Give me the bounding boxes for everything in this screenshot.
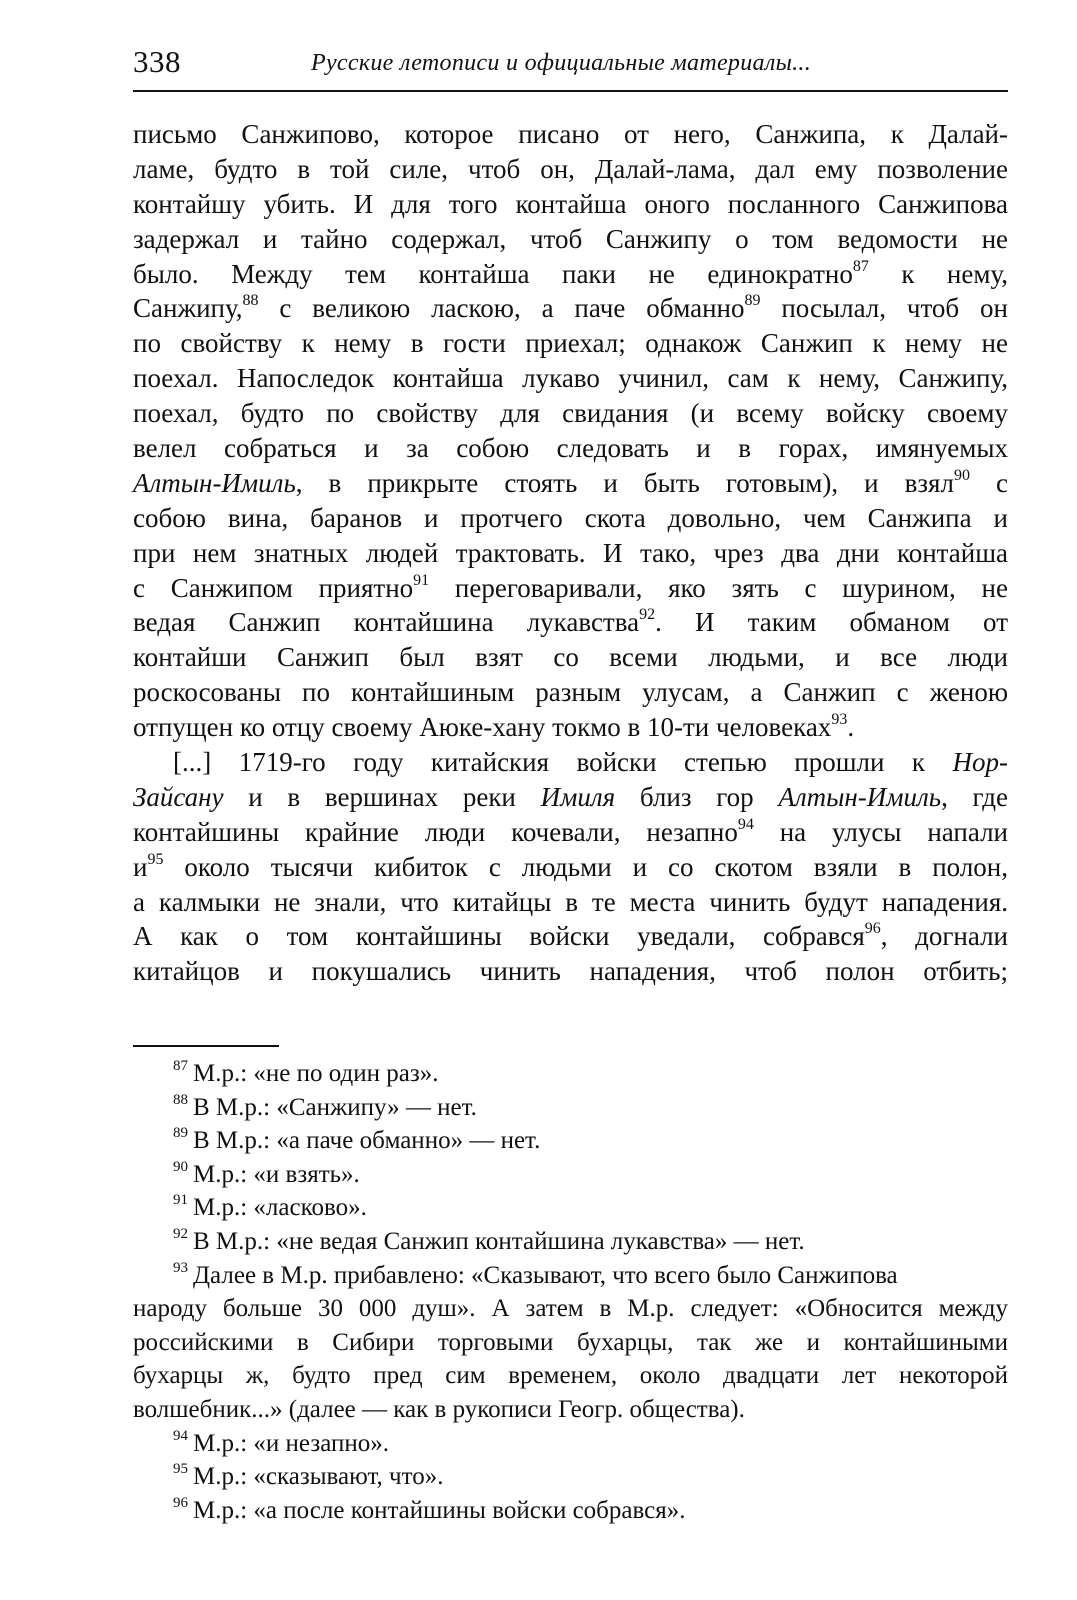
- text-span: с: [969, 467, 1008, 498]
- text-span: , догнали: [880, 921, 1008, 952]
- footnote: [133, 1460, 1008, 1494]
- text-line: контайшу убить. И для того контайша оного посланного Санжипова: [133, 188, 1008, 219]
- text-line: а калмыки не знали, что китайцы в те места чинить будут нападения.: [133, 886, 1008, 917]
- place-name: Алтын-Имиль: [778, 781, 942, 812]
- text-span: [...] 1719-го году китайския войски степью прошли к: [173, 747, 953, 778]
- footnote: [133, 1259, 1008, 1293]
- text-span: с великою ласкою, а паче обманно: [258, 293, 745, 324]
- text-span: , в прикрыте стоять и быть готовым), и взял: [295, 467, 954, 498]
- footnote-ref: 87: [852, 257, 869, 275]
- footnote-ref: 90: [953, 466, 970, 484]
- text-line: [133, 571, 1008, 606]
- text-span: . И таким обманом от: [655, 607, 1008, 638]
- footnote-number: 87: [173, 1058, 188, 1074]
- text-line: роскосованы по контайшиным разным улусам, а Санжип с женою: [133, 677, 1008, 708]
- text-line: [133, 919, 1008, 954]
- footnote-continuation: российскими в Сибири торговыми бухарцы, так же и контайшиными: [133, 1328, 1008, 1356]
- text-line: при нем знатных людей трактовать. И тако, чрез два дни контайша: [133, 537, 1008, 568]
- text-span: близ гор: [615, 781, 779, 812]
- text-span: Санжипу,: [133, 293, 243, 324]
- footnote-number: 90: [173, 1158, 188, 1175]
- footnote-number: 96: [173, 1494, 188, 1511]
- footnote: [133, 1124, 1008, 1158]
- footnote-text: В М.р.: «а паче обманно» — нет.: [193, 1127, 541, 1155]
- footnote: [133, 1158, 1008, 1192]
- footnote-continuation: народу больше 30 000 душ». А затем в М.р. следует: «Обносится между: [133, 1295, 1008, 1323]
- footnote-rule: [133, 1045, 279, 1047]
- footnote-number: 88: [173, 1091, 188, 1108]
- footnote-text: М.р.: «и взять».: [193, 1160, 360, 1188]
- text-span: .: [847, 712, 855, 743]
- place-name: Алтын-Имиль: [133, 467, 296, 498]
- page-number: 338: [133, 44, 181, 79]
- footnote-ref: 91: [413, 571, 430, 589]
- footnotes: [133, 1057, 1008, 1527]
- footnote-ref: 96: [864, 920, 881, 938]
- text-span: и в вершинах реки: [223, 781, 541, 812]
- place-name: Имиля: [540, 781, 616, 812]
- footnote-text: М.р.: «и незапно».: [193, 1429, 389, 1457]
- text-span: посылал, чтоб он: [760, 293, 1008, 324]
- footnote: [133, 1091, 1008, 1125]
- footnote-ref: 94: [737, 815, 754, 833]
- footnote-number: 92: [173, 1225, 188, 1242]
- text-line: [133, 466, 1008, 501]
- text-span: , где: [941, 781, 1008, 812]
- footnote: [133, 1057, 1008, 1091]
- text-line: [133, 257, 1008, 292]
- footnote-number: 89: [173, 1125, 188, 1142]
- main-text: [133, 117, 1008, 989]
- text-line: поехал, будто по свойству для свидания (и всему войску своему: [133, 398, 1008, 429]
- footnote-ref: 92: [639, 606, 656, 624]
- footnote-number: 93: [173, 1259, 188, 1276]
- text-line: поехал. Напоследок контайша лукаво учинил, сам к нему, Санжипу,: [133, 363, 1008, 394]
- footnote-text: В М.р.: «Санжипу» — нет.: [193, 1093, 477, 1121]
- text-line: письмо Санжипово, которое писано от него, Санжипа, к Далай-: [133, 119, 1008, 149]
- footnote-ref: 89: [744, 292, 761, 310]
- header-rule: [133, 90, 1008, 92]
- footnote-text: М.р.: «ласково».: [193, 1194, 367, 1222]
- text-span: с Санжипом приятно: [133, 572, 414, 603]
- running-head: [133, 40, 1008, 80]
- text-line: [133, 745, 1008, 780]
- footnote-ref: 93: [831, 711, 848, 729]
- footnote-text: М.р.: «не по один раз».: [193, 1060, 439, 1087]
- text-line: [133, 850, 1008, 885]
- footnote-text: Далее в М.р. прибавлено: «Сказывают, что всего было Санжипова: [193, 1261, 898, 1289]
- footnote-text: М.р.: «а после контайшины войски собрався».: [193, 1496, 686, 1524]
- text-line: [133, 780, 1008, 815]
- footnote-continuation: бухарцы ж, будто пред сим временем, около двадцати лет некоторой: [133, 1362, 1008, 1390]
- running-title: Русские летописи и официальные материалы...: [311, 50, 812, 76]
- text-span: к нему,: [868, 258, 1008, 289]
- footnote: [133, 1225, 1008, 1259]
- footnote-text: М.р.: «сказывают, что».: [193, 1463, 444, 1491]
- text-span: ведая Санжип контайшина лукавства: [133, 607, 640, 638]
- text-line: собою вина, баранов и протчего скота довольно, чем Санжипа и: [133, 502, 1008, 533]
- footnote: [133, 1427, 1008, 1461]
- text-span: было. Между тем контайша паки не единократно: [133, 258, 853, 289]
- place-name: Зайсану: [133, 781, 224, 812]
- text-line: [133, 815, 1008, 850]
- text-line: [133, 605, 1008, 640]
- text-line: контайши Санжип был взят со всеми людьми, и все люди: [133, 642, 1008, 673]
- footnote-number: 91: [173, 1192, 188, 1209]
- text-line: велел собраться и за собою следовать и в горах, имянуемых: [133, 433, 1008, 464]
- footnote-number: 94: [173, 1427, 188, 1444]
- text-line: ламе, будто в той силе, чтоб он, Далай-лама, дал ему позволение: [133, 153, 1008, 184]
- footnote: [133, 1494, 1008, 1528]
- footnote-continuation: волшебник...» (далее — как в рукописи Геогр. общества).: [133, 1395, 745, 1423]
- text-line: по свойству к нему в гости приехал; однакож Санжип к нему не: [133, 328, 1008, 359]
- text-line: [133, 710, 1008, 745]
- text-span: на улусы напали: [753, 816, 1008, 847]
- text-span: А как о том контайшины войски уведали, собрався: [133, 921, 865, 952]
- text-span: переговаривали, яко зять с шурином, не: [429, 572, 1008, 603]
- footnote-text: В М.р.: «не ведая Санжип контайшина лукавства» — нет.: [193, 1227, 805, 1255]
- place-name: Нор-: [952, 747, 1008, 778]
- text-line: задержал и тайно содержал, чтоб Санжипу о том ведомости не: [133, 223, 1008, 254]
- text-span: отпущен ко отцу своему Аюке-хану токмо в 10-ти человеках: [133, 712, 832, 743]
- footnote-ref: 95: [147, 850, 164, 868]
- footnote-number: 95: [173, 1461, 188, 1478]
- footnote: [133, 1191, 1008, 1225]
- text-span: контайшины крайние люди кочевали, незапно: [133, 816, 738, 847]
- text-line: китайцов и покушались чинить нападения, чтоб полон отбить;: [133, 956, 1008, 987]
- text-span: и: [133, 851, 148, 882]
- footnote-ref: 88: [242, 292, 259, 310]
- text-span: около тысячи кибиток с людьми и со скотом взяли в полон,: [163, 851, 1008, 882]
- text-line: [133, 291, 1008, 326]
